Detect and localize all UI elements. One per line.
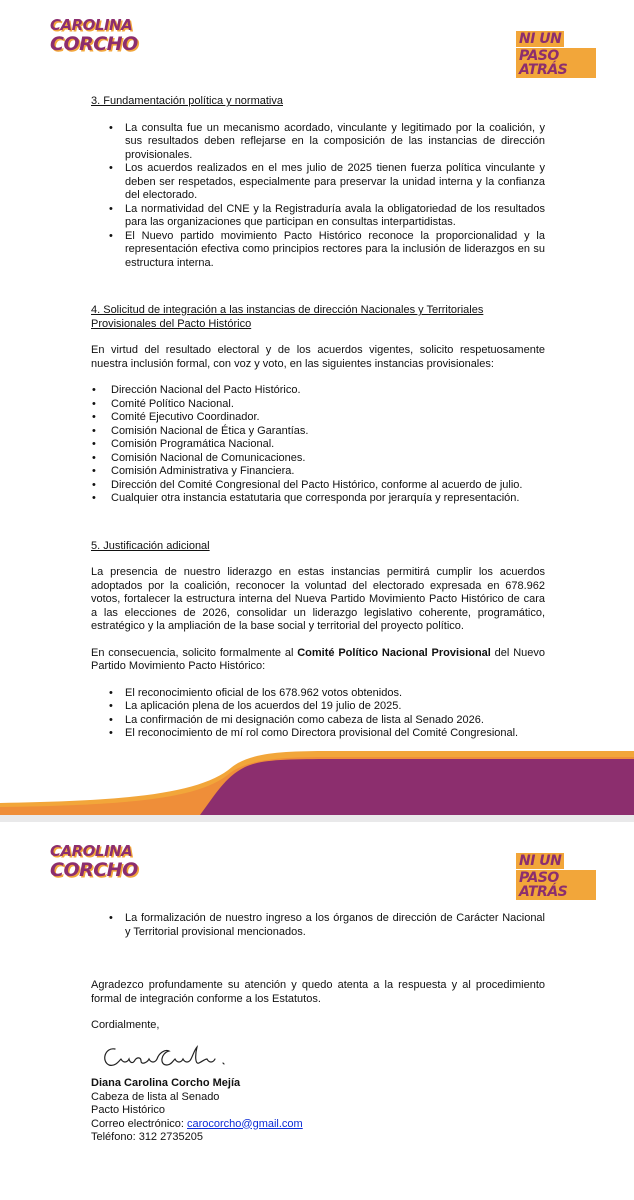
list-item: • Comité Ejecutivo Coordinador. xyxy=(111,411,545,425)
list-item: • La aplicación plena de los acuerdos del 19 julio de 2025. xyxy=(125,700,545,714)
list-item: • Comisión Administrativa y Financiera. xyxy=(111,465,545,479)
signer-email-line: Correo electrónico: carocorcho@gmail.com xyxy=(91,1117,303,1130)
document-page-2 xyxy=(0,822,634,1200)
signer-party: Pacto Histórico xyxy=(91,1104,165,1116)
list-item: • La consulta fue un mecanismo acordado, vinculante y legitimado por la coalición, y sus resultados deben reflejarse en la composición de las instancias de dirección provisionales. xyxy=(125,122,545,163)
footer-wave-graphic xyxy=(0,745,634,815)
list-item: • Dirección del Comité Congresional del Pacto Histórico, conforme al acuerdo de julio. xyxy=(111,479,545,493)
section-3-heading: 3. Fundamentación política y normativa xyxy=(91,95,283,107)
list-item: • Comisión Nacional de Comunicaciones. xyxy=(111,452,545,466)
signer-phone: Teléfono: 312 2735205 xyxy=(91,1131,203,1143)
page-1-body xyxy=(91,95,545,741)
section-5-heading: 5. Justificación adicional xyxy=(91,539,210,552)
handwritten-signature xyxy=(97,1039,247,1073)
list-item: • La confirmación de mi designación como cabeza de lista al Senado 2026. xyxy=(125,714,545,728)
section-5-paragraph-2: En consecuencia, solicito formalmente al Comité Político Nacional Provisional del Nuevo Partido Movimiento Pacto Histórico: xyxy=(91,646,545,672)
carolina-corcho-logo: CAROLINA CORCHO xyxy=(50,842,138,881)
closing-paragraph: Agradezco profundamente su atención y quedo atenta a la respuesta y al procedimiento formal de integración conforme a los Estatutos. xyxy=(91,979,545,1005)
carolina-corcho-logo: CAROLINA CORCHO xyxy=(50,16,138,55)
committee-name: Comité Político Nacional Provisional xyxy=(297,646,491,659)
list-item: • La normatividad del CNE y la Registraduría avala la obligatoriedad de los resultados para las organizaciones que participan en consultas interpartidistas. xyxy=(125,203,545,230)
ni-un-paso-atras-logo: NI UN PASO ATRÁS xyxy=(516,852,596,888)
list-item: • El Nuevo partido movimiento Pacto Histórico reconoce la proporcionalidad y la representación efectiva como principios rectores para la inclusión de liderazgos en su estructura interna. xyxy=(125,230,545,271)
list-item: • La formalización de nuestro ingreso a los órganos de dirección de Carácter Nacional y Territorial provisional mencionados. xyxy=(125,912,545,939)
section-3-list xyxy=(91,122,545,271)
list-item: • Los acuerdos realizados en el mes julio de 2025 tienen fuerza política vinculante y deben ser respetados, especialmente para preservar la unidad interna y la confianza del electorado. xyxy=(125,162,545,203)
list-item: • Dirección Nacional del Pacto Histórico. xyxy=(111,384,545,398)
signer-role: Cabeza de lista al Senado xyxy=(91,1090,220,1103)
section-5-list xyxy=(91,687,545,741)
section-5-paragraph-1: La presencia de nuestro liderazgo en estas instancias permitirá cumplir los acuerdos adoptados por la coalición, reconocer la voluntad del electorado expresada en 678.962 votos, fortalecer la estructura interna del Nueva Partido Movimiento Pacto Histórico de cara a las elecciones de 2026, consolidar un liderazgo legislativo coherente, programático, estratégico y la ampliación de la base social y territorial del proyecto político. xyxy=(91,566,545,632)
list-item: • Comisión Programática Nacional. xyxy=(111,438,545,452)
ni-un-paso-atras-logo: NI UN PASO ATRÁS xyxy=(516,30,596,66)
section-4-intro: En virtud del resultado electoral y de los acuerdos vigentes, solicito respetuosamente nuestra inclusión formal, con voz y voto, en las siguientes instancias provisionales: xyxy=(91,344,545,370)
signer-name: Diana Carolina Corcho Mejía xyxy=(91,1077,241,1089)
page-2-body xyxy=(91,912,545,1145)
list-item: • Comité Político Nacional. xyxy=(111,398,545,412)
page-2-list xyxy=(91,912,545,939)
salutation: Cordialmente, xyxy=(91,1019,160,1031)
list-item: • El reconocimiento de mí rol como Directora provisional del Comité Congresional. xyxy=(125,727,545,741)
list-item: • Comisión Nacional de Ética y Garantías. xyxy=(111,425,545,439)
list-item: • Cualquier otra instancia estatutaria que corresponda por jerarquía y representación. xyxy=(111,492,545,506)
list-item: • El reconocimiento oficial de los 678.962 votos obtenidos. xyxy=(125,687,545,701)
section-4-heading: 4. Solicitud de integración a las instancias de dirección Nacionales y Territoriales Provisionales del Pacto Histórico xyxy=(91,304,484,330)
email-link[interactable]: carocorcho@gmail.com xyxy=(187,1117,303,1130)
section-4-list xyxy=(91,384,545,506)
